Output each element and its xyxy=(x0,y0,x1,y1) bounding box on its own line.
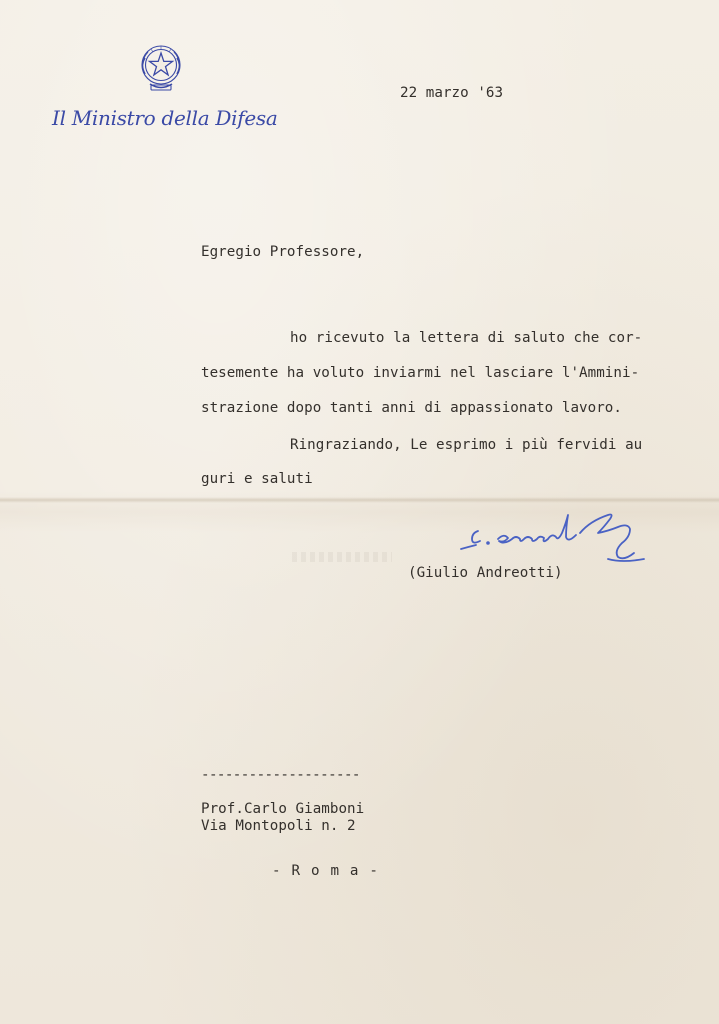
italian-republic-emblem-icon xyxy=(137,40,185,94)
recipient-name: Prof.Carlo Giamboni xyxy=(201,801,365,817)
handwritten-signature-icon xyxy=(458,503,648,573)
letter-body-line: tesemente ha voluto inviarmi nel lasciare l'Ammini- xyxy=(201,365,640,381)
address-separator: -------------------- xyxy=(201,767,360,783)
recipient-city: - R o m a - xyxy=(272,863,380,879)
letter-date: 22 marzo '63 xyxy=(400,85,504,101)
letter-body-line: strazione dopo tanti anni di appassionato lavoro. xyxy=(201,400,622,416)
letter-body-line: Ringraziando, Le esprimo i più fervidi au xyxy=(290,437,643,453)
faint-offset-print xyxy=(292,552,392,562)
ministry-letterhead: Il Ministro della Difesa xyxy=(52,106,278,130)
signed-name: (Giulio Andreotti) xyxy=(408,565,563,581)
letter-body-line: ho ricevuto la lettera di saluto che cor- xyxy=(290,330,643,346)
letter-greeting: Egregio Professore, xyxy=(201,244,365,260)
letter-body-line: guri e saluti xyxy=(201,471,313,487)
recipient-street: Via Montopoli n. 2 xyxy=(201,818,356,834)
